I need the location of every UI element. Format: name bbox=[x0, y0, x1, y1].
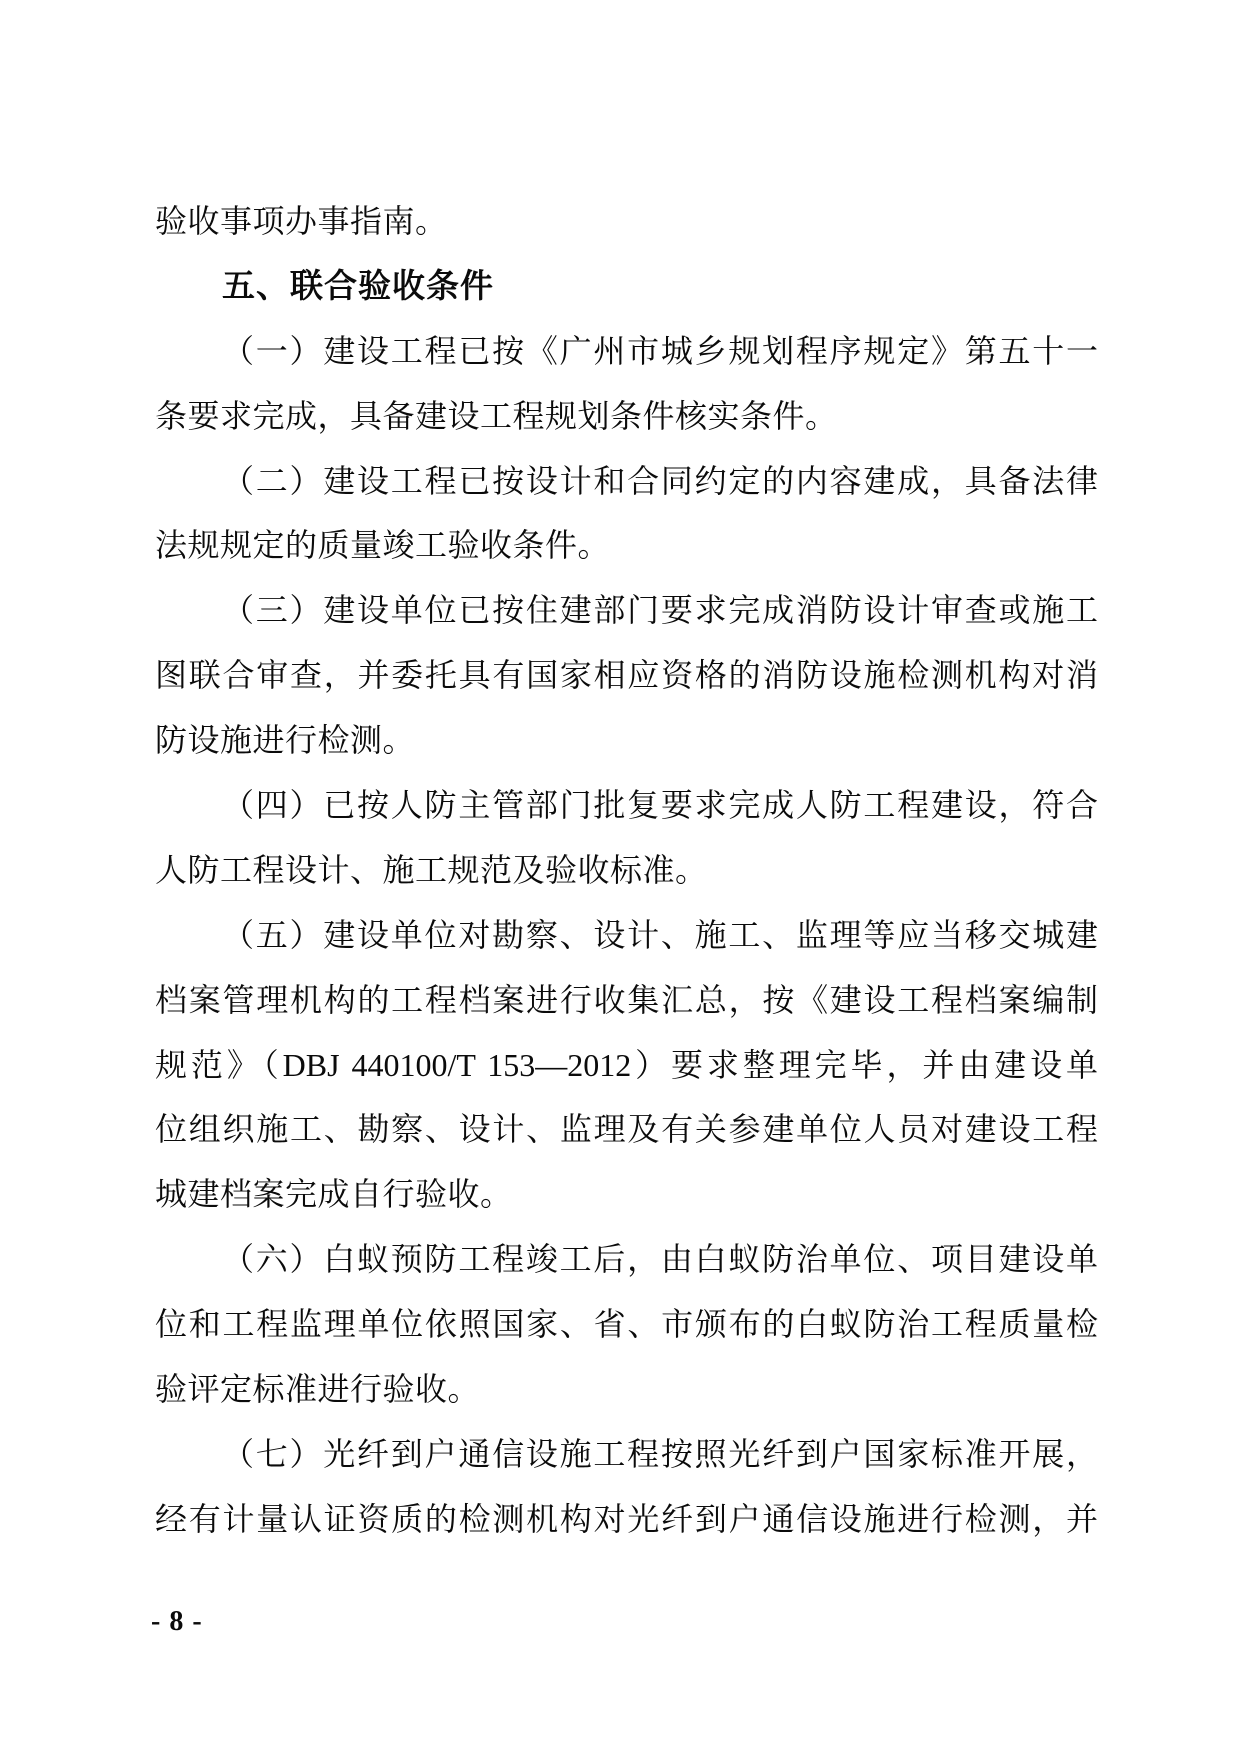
paragraph-line: 法规规定的质量竣工验收条件。 bbox=[155, 527, 611, 564]
document-body bbox=[155, 189, 1098, 1552]
paragraph-line: 人防工程设计、施工规范及验收标准。 bbox=[155, 851, 708, 888]
paragraph-line: 经有计量认证资质的检测机构对光纤到户通信设施进行检测，并 bbox=[155, 1500, 1098, 1537]
paragraph-line: （五）建设单位对勘察、设计、施工、监理等应当移交城建 bbox=[222, 916, 1098, 953]
paragraph-line: （七）光纤到户通信设施工程按照光纤到户国家标准开展， bbox=[222, 1435, 1098, 1472]
paragraph-line: 验收事项办事指南。 bbox=[155, 203, 448, 239]
paragraph-line: 验评定标准进行验收。 bbox=[155, 1371, 481, 1408]
paragraph-line: （六）白蚁预防工程竣工后，由白蚁防治单位、项目建设单 bbox=[222, 1241, 1098, 1278]
paragraph-line: （二）建设工程已按设计和合同约定的内容建成，具备法律 bbox=[222, 462, 1098, 499]
paragraph-line: （四）已按人防主管部门批复要求完成人防工程建设，符合 bbox=[222, 787, 1098, 824]
paragraph-line: 城建档案完成自行验收。 bbox=[155, 1176, 513, 1213]
paragraph-line: （三）建设单位已按住建部门要求完成消防设计审查或施工 bbox=[222, 592, 1098, 629]
paragraph-line: 规范》（DBJ 440100/T 153—2012）要求整理完毕，并由建设单 bbox=[155, 1046, 1098, 1083]
paragraph-line: 条要求完成，具备建设工程规划条件核实条件。 bbox=[155, 397, 838, 434]
section-heading: 五、联合验收条件 bbox=[222, 266, 494, 304]
paragraph-line: 位组织施工、勘察、设计、监理及有关参建单位人员对建设工程 bbox=[155, 1111, 1098, 1148]
paragraph-line: 防设施进行检测。 bbox=[155, 722, 416, 759]
paragraph-line: 位和工程监理单位依照国家、省、市颁布的白蚁防治工程质量检 bbox=[155, 1306, 1098, 1343]
paragraph-line: （一）建设工程已按《广州市城乡规划程序规定》第五十一 bbox=[222, 332, 1098, 369]
paragraph-line: 档案管理机构的工程档案进行收集汇总，按《建设工程档案编制 bbox=[155, 981, 1098, 1018]
paragraph-line: 图联合审查，并委托具有国家相应资格的消防设施检测机构对消 bbox=[155, 657, 1098, 694]
page-number: - 8 - bbox=[151, 1606, 203, 1637]
